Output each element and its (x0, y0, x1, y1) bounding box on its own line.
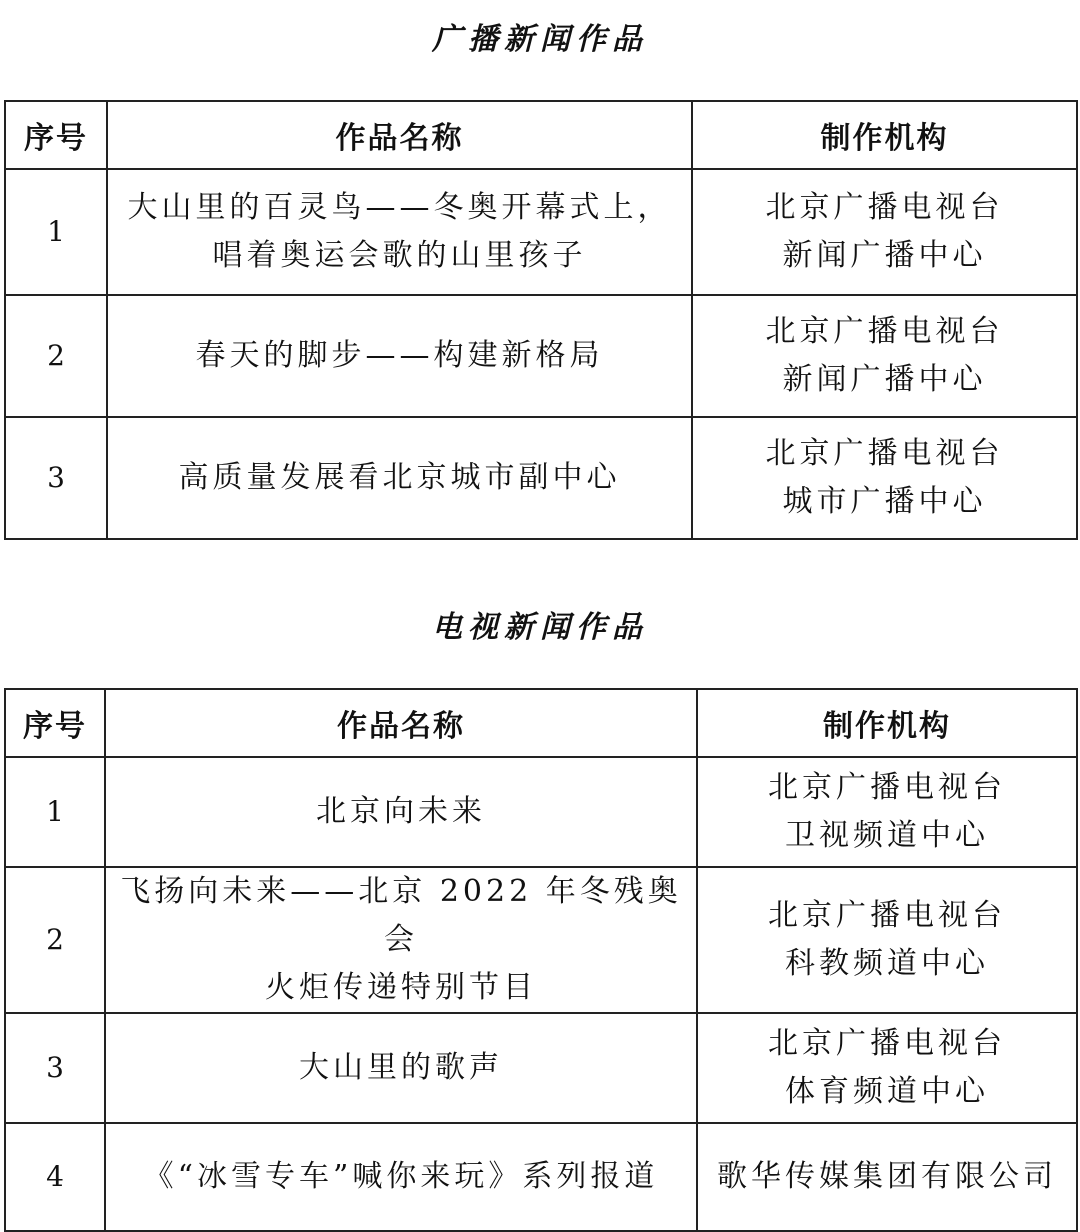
organization-line: 城市广播中心 (782, 484, 987, 519)
row-index: 2 (5, 295, 107, 417)
organization-line: 歌华传媒集团有限公司 (717, 1159, 1057, 1194)
organization (692, 417, 1077, 539)
table-row (5, 757, 1077, 867)
organization (692, 295, 1077, 417)
work-title-line: 火炬传递特别节目 (265, 970, 537, 1005)
row-index: 3 (5, 1013, 105, 1123)
table-row (5, 169, 1077, 295)
table-row (5, 417, 1077, 539)
row-index: 2 (5, 867, 105, 1013)
table-row (5, 1123, 1077, 1231)
header-organization: 制作机构 (692, 101, 1077, 169)
organization-line: 北京广播电视台 (765, 314, 1004, 349)
work-title-line: 北京向未来 (316, 794, 486, 829)
table-header-row (5, 689, 1077, 757)
work-title-line: 飞扬向未来——北京 2022 年冬残奥会 (120, 874, 682, 957)
header-index: 序号 (5, 101, 107, 169)
organization-line: 北京广播电视台 (768, 1026, 1006, 1061)
table-row (5, 867, 1077, 1013)
organization-line: 北京广播电视台 (765, 436, 1004, 471)
organization-line: 新闻广播中心 (782, 362, 987, 397)
header-work-title: 作品名称 (105, 689, 697, 757)
work-title-line: 高质量发展看北京城市副中心 (178, 460, 621, 495)
header-organization: 制作机构 (697, 689, 1077, 757)
organization-line: 新闻广播中心 (782, 238, 987, 273)
table-header-row (5, 101, 1077, 169)
organization (692, 169, 1077, 295)
organization (697, 1013, 1077, 1123)
header-work-title: 作品名称 (107, 101, 692, 169)
organization-line: 北京广播电视台 (768, 898, 1006, 933)
work-title (105, 757, 697, 867)
row-index: 1 (5, 169, 107, 295)
organization-line: 北京广播电视台 (768, 770, 1006, 805)
work-title (107, 295, 692, 417)
organization-line: 北京广播电视台 (765, 190, 1004, 225)
row-index: 3 (5, 417, 107, 539)
section-title-radio: 广播新闻作品 (432, 22, 648, 57)
work-title (105, 867, 697, 1013)
row-index: 1 (5, 757, 105, 867)
header-index: 序号 (5, 689, 105, 757)
section-title-tv: 电视新闻作品 (432, 610, 648, 645)
work-title (105, 1123, 697, 1231)
organization-line: 卫视频道中心 (785, 818, 989, 853)
table-row (5, 1013, 1077, 1123)
row-index: 4 (5, 1123, 105, 1231)
work-title-line: 《“冰雪专车”喊你来玩》系列报道 (143, 1159, 659, 1194)
work-title-line: 大山里的歌声 (299, 1050, 503, 1085)
radio-works-table (4, 100, 1078, 540)
tv-works-table (4, 688, 1078, 1232)
work-title (107, 169, 692, 295)
organization (697, 1123, 1077, 1231)
work-title (107, 417, 692, 539)
work-title-line: 大山里的百灵鸟——冬奥开幕式上， (127, 190, 672, 225)
organization-line: 科教频道中心 (785, 946, 989, 981)
work-title-line: 唱着奥运会歌的山里孩子 (212, 238, 587, 273)
work-title-line: 春天的脚步——构建新格局 (195, 338, 604, 373)
work-title (105, 1013, 697, 1123)
organization-line: 体育频道中心 (785, 1074, 989, 1109)
table-row (5, 295, 1077, 417)
organization (697, 867, 1077, 1013)
organization (697, 757, 1077, 867)
